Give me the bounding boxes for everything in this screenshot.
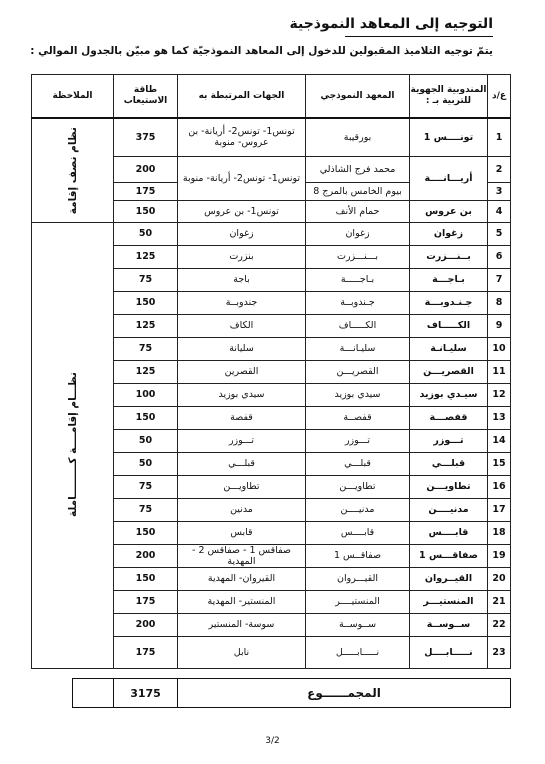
capacity-cell: 75: [114, 475, 178, 498]
institute-cell: تطاويـــن: [306, 475, 410, 498]
capacity-cell: 150: [114, 521, 178, 544]
institute-cell: القصريـــن: [306, 360, 410, 383]
row-number: 12: [488, 383, 511, 406]
header-capacity: طاقة الاستيعاب: [114, 75, 178, 119]
institute-cell: قفصــة: [306, 406, 410, 429]
associated-regions-cell: نابل: [178, 636, 306, 668]
row-number: 10: [488, 337, 511, 360]
associated-regions-cell: بنزرت: [178, 245, 306, 268]
note-full-boarding-text: نظـــام إقامــــة كـــــــــاملة: [66, 372, 79, 518]
associated-regions-cell: سيدي بوزيد: [178, 383, 306, 406]
row-number: 19: [488, 544, 511, 567]
capacity-cell: 75: [114, 268, 178, 291]
institute-cell: حمام الأنف: [306, 200, 410, 222]
region-cell: زغوان: [410, 222, 488, 245]
region-cell: ســوســة: [410, 613, 488, 636]
capacity-cell: 75: [114, 337, 178, 360]
region-cell: القصريـــن: [410, 360, 488, 383]
region-cell: نـــــابــــل: [410, 636, 488, 668]
region-cell: المنستيـــر: [410, 590, 488, 613]
institute-cell: القيـــروان: [306, 567, 410, 590]
table-row: [32, 118, 511, 156]
region-cell: سيـدي بوزيد: [410, 383, 488, 406]
region-cell: جـنـدوبـــة: [410, 291, 488, 314]
table-row: [32, 222, 511, 245]
total-row: [73, 679, 511, 708]
institute-cell: سيدي بوزيد: [306, 383, 410, 406]
row-number: 8: [488, 291, 511, 314]
associated-regions-cell: سليانة: [178, 337, 306, 360]
row-number: 23: [488, 636, 511, 668]
associated-regions-cell: القيروان- المهدية: [178, 567, 306, 590]
associated-regions-cell: المنستير- المهدية: [178, 590, 306, 613]
capacity-cell: 175: [114, 182, 178, 200]
header-associated: الجهات المرتبطة به: [178, 75, 306, 119]
region-cell: أريـــانــــة: [410, 156, 488, 200]
institute-cell: ســوســة: [306, 613, 410, 636]
institute-cell: قبلـــي: [306, 452, 410, 475]
row-number: 13: [488, 406, 511, 429]
associated-regions-cell: قبلـــي: [178, 452, 306, 475]
note-half-boarding: [32, 118, 114, 222]
page-number: 3/2: [265, 736, 280, 746]
header-num: ع/د: [488, 75, 511, 119]
row-number: 20: [488, 567, 511, 590]
total-empty-cell: [73, 679, 114, 708]
associated-regions-cell: تطاويـــن: [178, 475, 306, 498]
header-institute: المعهد النموذجي: [306, 75, 410, 119]
region-cell: صفاقـــس 1: [410, 544, 488, 567]
row-number: 1: [488, 118, 511, 156]
capacity-cell: 125: [114, 314, 178, 337]
capacity-cell: 375: [114, 118, 178, 156]
capacity-cell: 200: [114, 156, 178, 182]
capacity-cell: 75: [114, 498, 178, 521]
total-value: 3175: [114, 679, 178, 708]
institute-cell: صفاقــس 1: [306, 544, 410, 567]
row-number: 16: [488, 475, 511, 498]
row-number: 14: [488, 429, 511, 452]
capacity-cell: 150: [114, 406, 178, 429]
note-half-boarding-text: نظام نصف إقامة: [66, 126, 79, 214]
row-number: 3: [488, 182, 511, 200]
associated-regions-cell: زغوان: [178, 222, 306, 245]
region-cell: قفصـــة: [410, 406, 488, 429]
institute-cell: المنستيــــر: [306, 590, 410, 613]
region-cell: بن عروس: [410, 200, 488, 222]
institute-cell: بيوم الخامس بالمرج 8: [306, 182, 410, 200]
capacity-cell: 50: [114, 452, 178, 475]
region-cell: قابــــس: [410, 521, 488, 544]
region-cell: تونــــس 1: [410, 118, 488, 156]
region-cell: سليـانـة: [410, 337, 488, 360]
region-cell: الكـــــاف: [410, 314, 488, 337]
region-cell: مدنيــــن: [410, 498, 488, 521]
associated-regions-cell: تونس1- تونس2- أريانة- بن عروس- منوبة: [178, 118, 306, 156]
associated-regions-cell: جندوبــة: [178, 291, 306, 314]
capacity-cell: 100: [114, 383, 178, 406]
institute-cell: جـندوبــة: [306, 291, 410, 314]
capacity-cell: 175: [114, 590, 178, 613]
institute-cell: زغوان: [306, 222, 410, 245]
institute-cell: بـاجـــــة: [306, 268, 410, 291]
row-number: 5: [488, 222, 511, 245]
note-full-boarding: [32, 222, 114, 668]
region-cell: بـاجـــة: [410, 268, 488, 291]
institute-cell: قابــــس: [306, 521, 410, 544]
orientation-table: [31, 74, 511, 669]
associated-regions-cell: قفصة: [178, 406, 306, 429]
associated-regions-cell: تونس1- بن عروس: [178, 200, 306, 222]
institute-cell: محمد فرج الشاذلي: [306, 156, 410, 182]
capacity-cell: 150: [114, 567, 178, 590]
row-number: 6: [488, 245, 511, 268]
capacity-cell: 200: [114, 613, 178, 636]
total-table: [72, 678, 511, 708]
institute-cell: بـــنـــزرت: [306, 245, 410, 268]
title-underline: [345, 36, 493, 37]
capacity-cell: 150: [114, 291, 178, 314]
institute-cell: تـــوزر: [306, 429, 410, 452]
capacity-cell: 125: [114, 245, 178, 268]
row-number: 22: [488, 613, 511, 636]
row-number: 17: [488, 498, 511, 521]
institute-cell: الكـــــاف: [306, 314, 410, 337]
row-number: 15: [488, 452, 511, 475]
row-number: 2: [488, 156, 511, 182]
associated-regions-cell: مدنين: [178, 498, 306, 521]
associated-regions-cell: تـــوزر: [178, 429, 306, 452]
associated-regions-cell: قابس: [178, 521, 306, 544]
region-cell: قبلـــي: [410, 452, 488, 475]
region-cell: تطاويـــن: [410, 475, 488, 498]
associated-regions-cell: باجة: [178, 268, 306, 291]
region-cell: القيــروان: [410, 567, 488, 590]
table-header-row: [32, 75, 511, 119]
intro-text: يتمّ توجيه التلاميذ المقبولين للدخول إلى المعاهد النموذجيّة كما هو مبيّن بالجدول الموالي :: [30, 45, 493, 57]
associated-regions-cell: تونس1- تونس2- أريانة- منوبة: [178, 156, 306, 200]
row-number: 9: [488, 314, 511, 337]
institute-cell: مدنيــــن: [306, 498, 410, 521]
header-note: الملاحظة: [32, 75, 114, 119]
page-title: التوجيه إلى المعاهد النموذجية: [289, 16, 493, 32]
total-label: المجمــــــوع: [178, 679, 511, 708]
associated-regions-cell: سوسة- المنستير: [178, 613, 306, 636]
capacity-cell: 50: [114, 429, 178, 452]
row-number: 21: [488, 590, 511, 613]
institute-cell: بورقيبة: [306, 118, 410, 156]
capacity-cell: 200: [114, 544, 178, 567]
associated-regions-cell: الكاف: [178, 314, 306, 337]
associated-regions-cell: القصرين: [178, 360, 306, 383]
associated-regions-cell: صفاقس 1 - صفاقس 2 - المهدية: [178, 544, 306, 567]
header-region: المندوبية الجهوية للتربية بـ :: [410, 75, 488, 119]
capacity-cell: 150: [114, 200, 178, 222]
row-number: 7: [488, 268, 511, 291]
institute-cell: نـــــابـــــل: [306, 636, 410, 668]
row-number: 11: [488, 360, 511, 383]
row-number: 4: [488, 200, 511, 222]
institute-cell: سليـانـــة: [306, 337, 410, 360]
capacity-cell: 125: [114, 360, 178, 383]
capacity-cell: 175: [114, 636, 178, 668]
region-cell: تـــوزر: [410, 429, 488, 452]
row-number: 18: [488, 521, 511, 544]
capacity-cell: 50: [114, 222, 178, 245]
region-cell: بــنـــزرت: [410, 245, 488, 268]
